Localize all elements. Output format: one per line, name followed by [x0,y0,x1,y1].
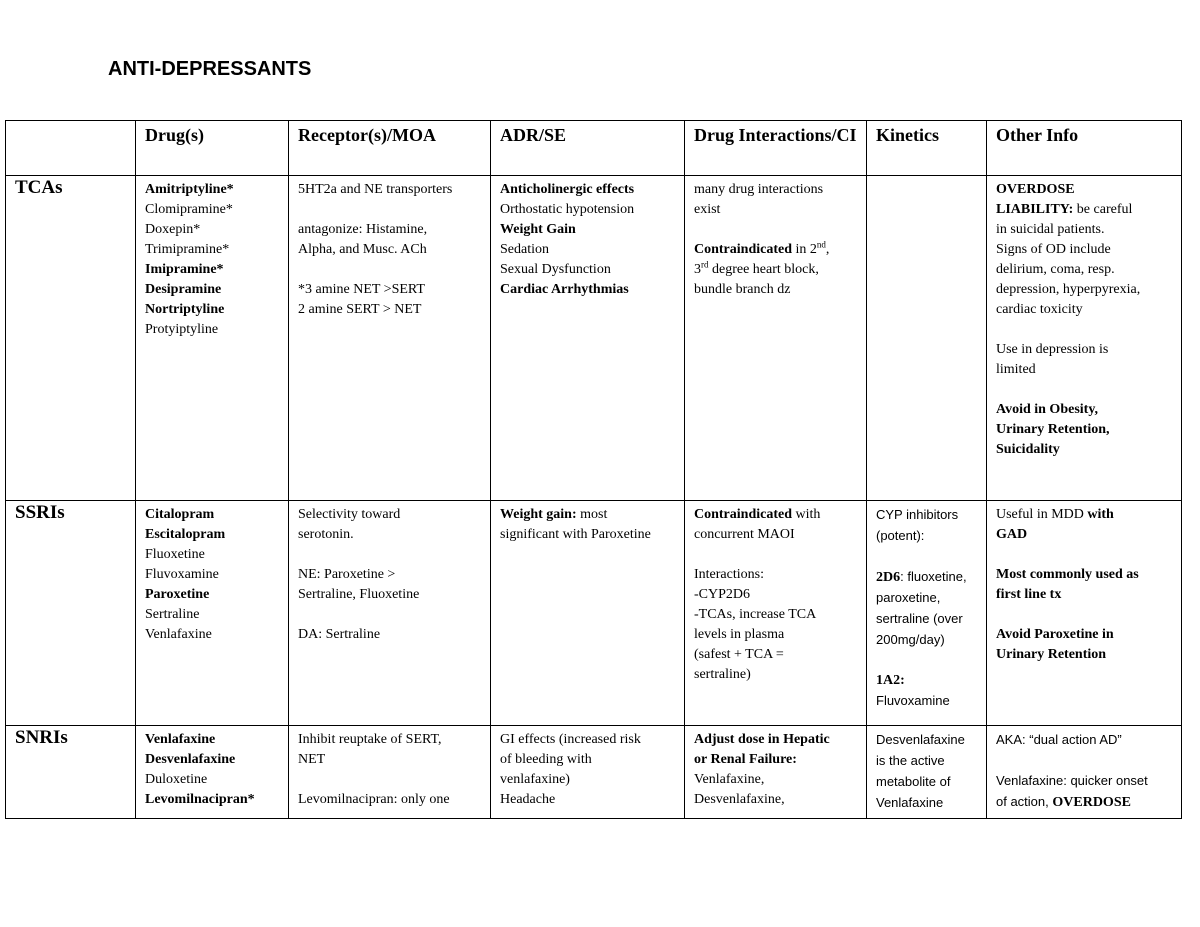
cell-line [876,567,979,588]
text-run: many drug interactions [694,182,824,197]
cell-line [298,585,483,605]
text-run: Useful in MDD [996,507,1084,522]
text-run: GI effects (increased risk [500,732,641,747]
cell-line [876,793,979,814]
cell-moa [289,726,491,819]
text-run: Urinary Retention, [996,422,1110,437]
text-run: Doxepin* [145,222,201,237]
cell-line [500,525,677,545]
cell-interactions [685,176,867,501]
cell-line [500,505,677,525]
text-run: in 2 [792,242,817,257]
cell-line [298,280,483,300]
text-run: 1A2: [876,673,905,688]
text-run: Fluvoxamine [876,693,950,708]
text-run: NE: Paroxetine > [298,567,396,582]
cell-line [298,525,483,545]
header-drugs: Drug(s) [136,121,289,176]
cell-line [298,625,483,645]
header-blank [6,121,136,176]
cell-line [876,588,979,609]
cell-drugs [136,501,289,726]
text-run: most [576,507,608,522]
cell-line [876,751,979,772]
cell-line [298,505,483,525]
cell-line [145,770,281,790]
cell-line [145,790,281,810]
text-run: Contraindicated [694,507,792,522]
text-run: Interactions: [694,567,764,582]
text-run: : fluoxetine, [900,569,967,584]
cell-line [145,260,281,280]
text-run: Desipramine [145,282,222,297]
text-run: Most commonly used as [996,567,1139,582]
text-run: Use in depression is [996,342,1109,357]
text-run: Duloxetine [145,772,208,787]
cell-interactions [685,501,867,726]
text-run: Venlafaxine: quicker onset [996,773,1148,788]
text-run: Clomipramine* [145,202,233,217]
cell-kinetics [867,726,987,819]
cell-line [145,525,281,545]
text-run: Amitriptyline* [145,182,234,197]
cell-interactions [685,726,867,819]
text-run: Nortriptyline [145,302,225,317]
text-run: Venlafaxine [145,627,212,642]
cell-line [996,180,1174,200]
cell-line [996,771,1174,792]
line-gap [298,260,483,280]
text-run: Signs of OD include [996,242,1111,257]
cell-line [500,200,677,220]
line-gap [996,751,1174,771]
text-run: (potent): [876,528,925,543]
line-gap [996,320,1174,340]
antidepressant-table [5,120,1182,819]
text-run: Anticholinergic effects [500,182,635,197]
cell-line [996,792,1174,813]
text-run: concurrent MAOI [694,527,795,542]
cell-line [694,505,859,525]
text-run: 5HT2a and NE transporters [298,182,453,197]
text-run: first line tx [996,587,1062,602]
line-gap [298,605,483,625]
text-run: Desvenlafaxine [876,732,965,747]
text-run: of action, [996,794,1053,809]
text-run: Fluvoxamine [145,567,219,582]
cell-line [876,730,979,751]
text-run: Avoid Paroxetine in [996,627,1114,642]
text-run: or Renal Failure: [694,752,797,767]
text-run: AKA: “dual action AD” [996,732,1122,747]
text-run: LIABILITY: [996,202,1074,217]
text-run: cardiac toxicity [996,302,1083,317]
header-kinetics: Kinetics [867,121,987,176]
cell-line [996,440,1174,460]
text-run: degree heart block, [708,262,819,277]
text-run: Venlafaxine [145,732,216,747]
cell-line [298,790,483,810]
text-run: sertraline) [694,667,751,682]
cell-line [298,240,483,260]
text-run: *3 amine NET >SERT [298,282,425,297]
cell-line [876,526,979,547]
text-run: levels in plasma [694,627,785,642]
text-run: Adjust dose in Hepatic [694,732,830,747]
cell-line [500,750,677,770]
text-run: paroxetine, [876,590,941,605]
cell-line [145,625,281,645]
cell-line [996,625,1174,645]
cell-line [145,545,281,565]
text-run: GAD [996,527,1028,542]
cell-adr [491,176,685,501]
cell-line [298,180,483,200]
cell-line [876,505,979,526]
text-run: venlafaxine) [500,772,570,787]
cell-line [500,790,677,810]
cell-line [694,180,859,200]
cell-line [996,645,1174,665]
text-run: Sertraline, Fluoxetine [298,587,420,602]
cell-line [500,240,677,260]
cell-line [694,750,859,770]
cell-line [996,300,1174,320]
cell-line [996,340,1174,360]
text-run: antagonize: Histamine, [298,222,428,237]
text-run: nd [816,239,826,250]
cell-line [996,220,1174,240]
cell-line [500,730,677,750]
cell-line [145,220,281,240]
text-run: Citalopram [145,507,215,522]
text-run: Orthostatic hypotension [500,202,635,217]
text-run: DA: Sertraline [298,627,381,642]
line-gap [298,545,483,565]
text-run: OVERDOSE [996,182,1075,197]
text-run: Protyiptyline [145,322,219,337]
cell-line [145,300,281,320]
cell-kinetics [867,176,987,501]
text-run: Desvenlafaxine [145,752,236,767]
text-run: is the active [876,753,945,768]
text-run: bundle branch dz [694,282,791,297]
cell-moa [289,501,491,726]
text-run: sertraline (over [876,611,963,626]
text-run: Avoid in Obesity, [996,402,1099,417]
cell-line [298,220,483,240]
header-receptor-moa: Receptor(s)/MOA [289,121,491,176]
cell-other-info [987,176,1182,501]
line-gap [298,200,483,220]
header-drug-interactions: Drug Interactions/CI [685,121,867,176]
cell-line [876,609,979,630]
text-run: Contraindicated [694,242,792,257]
cell-line [996,585,1174,605]
table-row-snris [6,726,1182,819]
text-run: , [825,242,830,257]
text-run: depression, hyperpyrexia, [996,282,1141,297]
text-run: Weight gain: [500,507,577,522]
cell-line [145,280,281,300]
text-run: Venlafaxine [876,795,944,810]
text-run: -TCAs, increase TCA [694,607,817,622]
line-gap [694,545,859,565]
text-run: Sertraline [145,607,200,622]
cell-line [694,280,859,300]
cell-moa [289,176,491,501]
cell-line [145,180,281,200]
cell-line [500,180,677,200]
cell-line [996,565,1174,585]
cell-line [694,260,859,280]
text-run: Sedation [500,242,549,257]
text-run: 2D6 [876,570,901,585]
cell-line [876,691,979,712]
line-gap [996,545,1174,565]
text-run: Desvenlafaxine, [694,792,785,807]
cell-other-info [987,726,1182,819]
cell-line [876,630,979,651]
header-row [6,121,1182,176]
cell-line [876,772,979,793]
text-run: Headache [500,792,556,807]
cell-line [298,750,483,770]
cell-line [694,525,859,545]
cell-line [996,260,1174,280]
text-run: NET [298,752,326,767]
cell-line [298,730,483,750]
cell-line [694,730,859,750]
cell-line [500,260,677,280]
cell-line [298,565,483,585]
cell-line [500,220,677,240]
cell-line [694,770,859,790]
header-other-info: Other Info [987,121,1182,176]
cell-line [145,240,281,260]
text-run: Weight Gain [500,222,576,237]
text-run: 3 [694,262,701,277]
text-run: in suicidal patients. [996,222,1105,237]
text-run: rd [701,259,709,270]
table-row-ssris [6,501,1182,726]
text-run: Venlafaxine, [694,772,765,787]
cell-line [694,625,859,645]
row-label-tcas: TCAs [6,176,136,501]
cell-line [996,505,1174,525]
cell-line [298,300,483,320]
cell-line [694,565,859,585]
cell-adr [491,726,685,819]
text-run: 2 amine SERT > NET [298,302,422,317]
line-gap [694,220,859,240]
text-run: Escitalopram [145,527,226,542]
cell-line [996,400,1174,420]
text-run: Imipramine* [145,262,224,277]
cell-line [694,585,859,605]
text-run: be careful [1073,202,1133,217]
cell-line [694,665,859,685]
cell-line [694,240,859,260]
text-run: of bleeding with [500,752,592,767]
cell-kinetics [867,501,987,726]
row-label-ssris: SSRIs [6,501,136,726]
text-run: serotonin. [298,527,354,542]
cell-line [694,605,859,625]
text-run: Suicidality [996,442,1060,457]
text-run: Trimipramine* [145,242,230,257]
text-run: Levomilnacipran: only one [298,792,450,807]
text-run: Levomilnacipran* [145,792,255,807]
text-run: Sexual Dysfunction [500,262,611,277]
cell-line [145,505,281,525]
cell-line [145,750,281,770]
cell-line [145,605,281,625]
cell-line [996,360,1174,380]
cell-line [996,240,1174,260]
text-run: exist [694,202,721,217]
cell-line [145,730,281,750]
text-run: OVERDOSE [1052,795,1131,810]
text-run: Alpha, and Musc. ACh [298,242,427,257]
text-run: with [792,507,821,522]
line-gap [876,651,979,671]
text-run: Urinary Retention [996,647,1107,662]
page-title: ANTI-DEPRESSANTS [108,58,312,80]
text-run: 200mg/day) [876,632,945,647]
cell-line [694,790,859,810]
text-run: CYP inhibitors [876,507,959,522]
text-run: (safest + TCA = [694,647,784,662]
cell-drugs [136,726,289,819]
cell-line [876,671,979,691]
text-run: Cardiac Arrhythmias [500,282,629,297]
text-run: Fluoxetine [145,547,205,562]
text-run: with [1083,507,1114,522]
text-run: Inhibit reuptake of SERT, [298,732,442,747]
cell-line [145,585,281,605]
line-gap [298,770,483,790]
cell-line [996,525,1174,545]
line-gap [996,605,1174,625]
cell-line [996,420,1174,440]
table-row-tcas [6,176,1182,501]
cell-line [996,200,1174,220]
text-run: -CYP2D6 [694,587,751,602]
line-gap [996,380,1174,400]
cell-line [500,280,677,300]
cell-line [996,730,1174,751]
cell-line [694,645,859,665]
text-run: metabolite of [876,774,951,789]
cell-line [145,320,281,340]
header-adr-se: ADR/SE [491,121,685,176]
text-run: Selectivity toward [298,507,401,522]
row-label-snris: SNRIs [6,726,136,819]
cell-line [996,280,1174,300]
cell-other-info [987,501,1182,726]
cell-line [145,200,281,220]
text-run: Paroxetine [145,587,210,602]
text-run: limited [996,362,1036,377]
text-run: significant with Paroxetine [500,527,651,542]
cell-drugs [136,176,289,501]
cell-line [145,565,281,585]
line-gap [876,547,979,567]
text-run: delirium, coma, resp. [996,262,1115,277]
cell-line [500,770,677,790]
cell-line [694,200,859,220]
cell-adr [491,501,685,726]
